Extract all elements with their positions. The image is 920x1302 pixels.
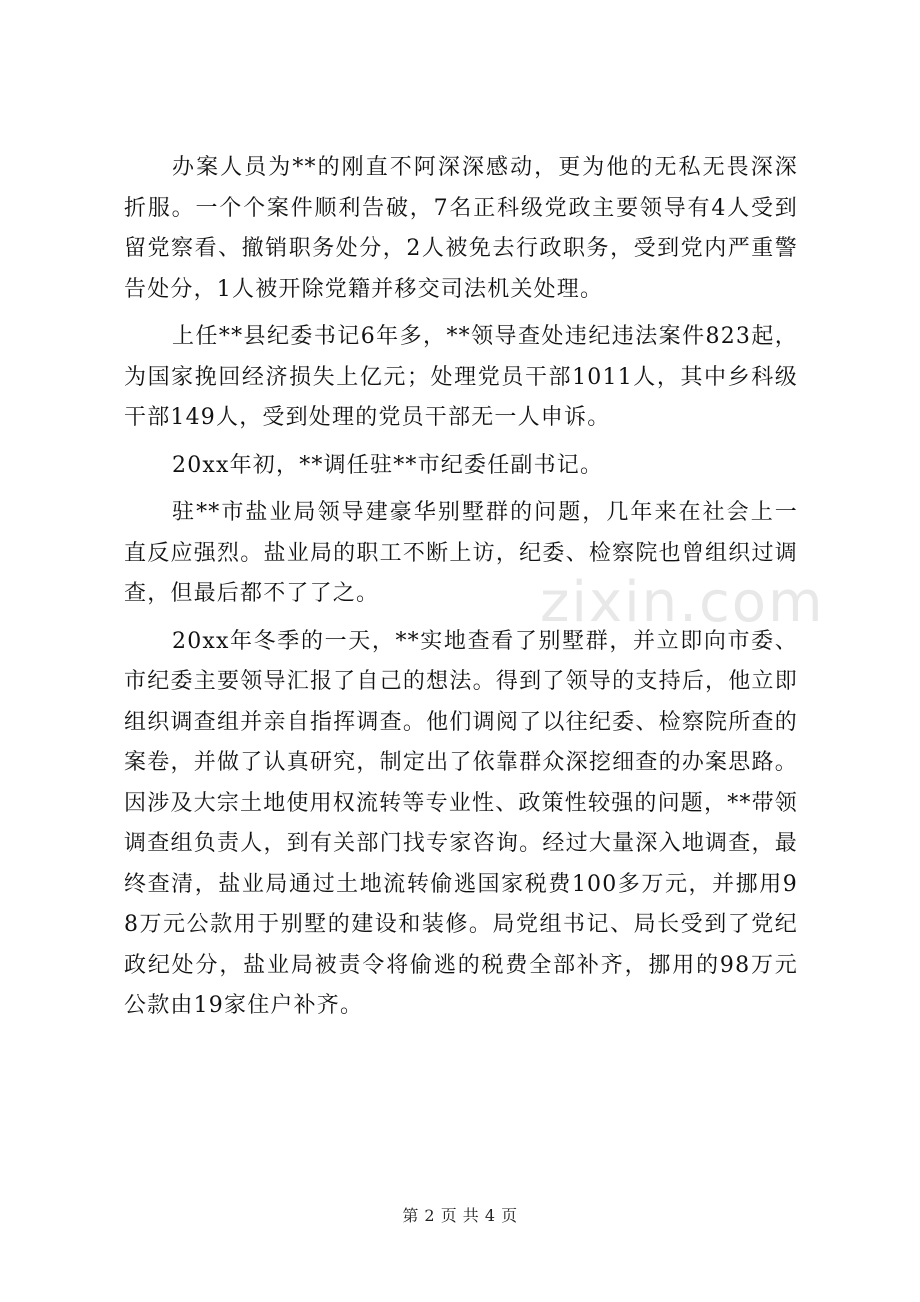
paragraph-4: 驻**市盐业局领导建豪华别墅群的问题，几年来在社会上一直反应强烈。盐业局的职工不断上访，纪委、检察院也曾组织过调查，但最后都不了了之。 bbox=[124, 500, 798, 606]
page-footer: 第 2 页 共 4 页 bbox=[402, 1206, 518, 1225]
watermark: zixin.com bbox=[540, 570, 825, 635]
paragraph-3: 20xx年初，**调任驻**市纪委任副书记。 bbox=[172, 452, 604, 478]
paragraph-5: 20xx年冬季的一天，**实地查看了别墅群，并立即向市委、市纪委主要领导汇报了自己的想法。得到了领导的支持后，他立即组织调查组并亲自指挥调查。他们调阅了以往纪委、检察院所查的案卷，并做了认真研究，制定出了依靠群众深挖细查的办案思路。因涉及大宗土地使用权流转等专业性、政策性较强的问题，**带领调查组负责人，到有关部门找专家咨询。经过大量深入地调查，最终查清，盐业局通过土地流转偷逃国家税费100多万元，并挪用98万元公款用于别墅的建设和装修。局党组书记、局长受到了党纪政纪处分，盐业局被责令将偷逃的税费全部补齐，挪用的98万元公款由19家住户补齐。 bbox=[124, 628, 799, 1018]
paragraph-2: 上任**县纪委书记6年多，**领导查处违纪违法案件823起，为国家挽回经济损失上亿元；处理党员干部1011人，其中乡科级干部149人，受到处理的党员干部无一人申诉。 bbox=[124, 324, 798, 430]
paragraph-1: 办案人员为**的刚直不阿深深感动，更为他的无私无畏深深折服。一个个案件顺利告破，7名正科级党政主要领导有4人受到留党察看、撤销职务处分，2人被免去行政职务，受到党内严重警告处分，1人被开除党籍并移交司法机关处理。 bbox=[124, 155, 798, 302]
document-body bbox=[124, 148, 798, 1034]
